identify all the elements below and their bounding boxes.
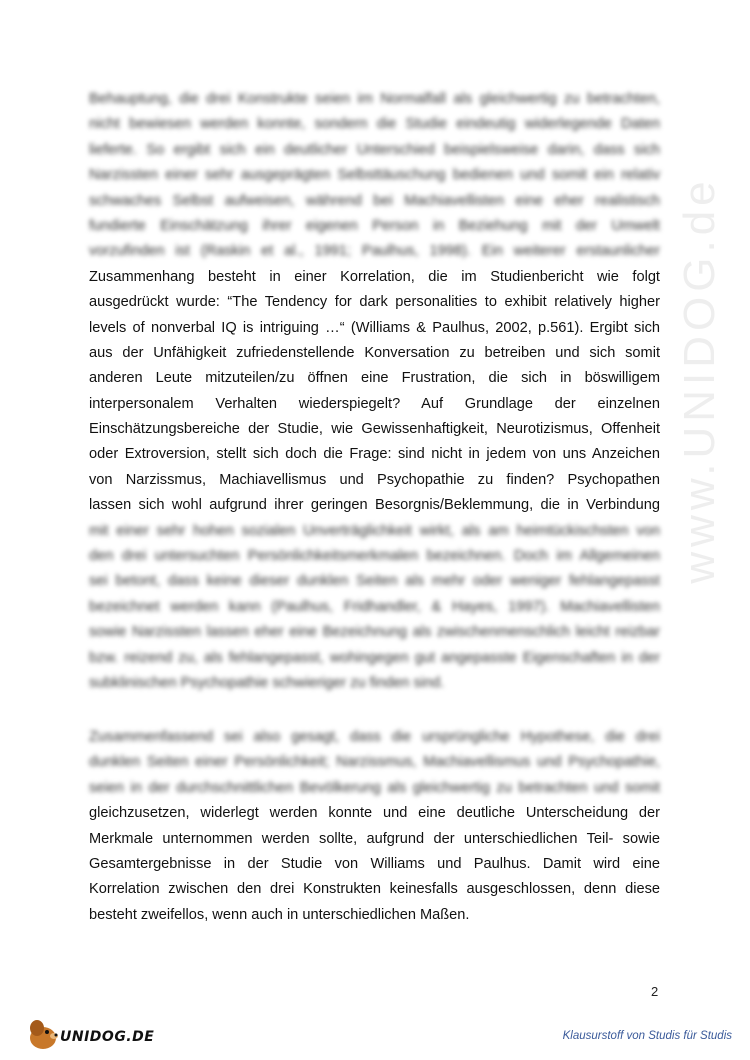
text-line: ausgedrückt wurde: “The Tendency for dark personalities to exhibit relatively higher — [89, 294, 660, 311]
blurred-line: fundierte Einschätzung ihrer eigenen Person in Beziehung mit der Umwelt — [89, 217, 660, 234]
blurred-line: Zusammenfassend sei also gesagt, dass die ursprüngliche Hypothese, die drei — [89, 729, 660, 745]
logo-text: UNIDOG.DE — [60, 1029, 155, 1045]
blurred-line: lieferte. So ergibt sich ein deutlicher Unterschied beispielsweise darin, dass sich — [89, 141, 660, 158]
text-line: aus der Unfähigkeit zufriedenstellende Konversation zu betreiben und sich somit — [89, 344, 660, 361]
blurred-line: sowie Narzissten lassen eher eine Bezeichnung als zwischenmenschlich leicht reizbar — [89, 624, 660, 641]
blurred-line: Narzissten einer sehr ausgeprägten Selbsttäuschung bedienen und somit ein relativ — [89, 167, 660, 184]
page-number: 2 — [651, 984, 659, 999]
text-line: von Narzissmus, Machiavellismus und Psychopathie zu finden? Psychopathen — [89, 471, 660, 488]
watermark: www.UNIDOG.de — [675, 176, 724, 584]
text-line: Korrelation zwischen den drei Konstrukten keinesfalls ausgeschlossen, denn diese — [89, 881, 660, 898]
unidog-logo — [24, 1016, 164, 1052]
blurred-line: vorzufinden ist (Raskin et al., 1991; Paulhus, 1998). Ein weiterer erstaunlicher — [89, 243, 660, 260]
blurred-line: subklinischen Psychopathie schwieriger zu finden sind. — [89, 674, 445, 691]
text-line: Einschätzungsbereiche der Studie, wie Gewissenhaftigkeit, Neurotizismus, Offenheit — [89, 421, 660, 438]
text-line: anderen Leute mitzuteilen/zu öffnen eine Frustration, die sich in böswilligem — [89, 370, 660, 387]
dog-icon — [24, 1016, 62, 1052]
footer-tagline: Klausurstoff von Studis für Studis — [562, 1030, 732, 1042]
text-line: lassen sich wohl aufgrund ihrer geringen Besorgnis/Beklemmung, die in Verbindung — [89, 497, 660, 514]
blurred-line: Behauptung, die drei Konstrukte seien im Normalfall als gleichwertig zu betrachten, — [89, 91, 660, 107]
blurred-line: bzw. reizend zu, als fehlangepasst, wohingegen gut angepasste Eigenschaften in der — [89, 649, 660, 666]
blurred-line: mit einer sehr hohen sozialen Unverträglichkeit wirkt, als am heimtückischsten von — [89, 522, 660, 539]
text-line: besteht zweifellos, wenn auch in unterschiedlichen Maßen. — [89, 906, 470, 923]
text-line: gleichzusetzen, widerlegt werden konnte und eine deutliche Unterscheidung der — [89, 805, 660, 822]
blurred-line: schwaches Selbst aufweisen, während bei Machiavellisten eine eher realistisch — [89, 192, 660, 209]
blurred-line: seien in der durchschnittlichen Bevölkerung als gleichwertig zu betrachten und somit — [89, 779, 660, 796]
blurred-line: den drei untersuchten Persönlichkeitsmerkmalen bezeichnen. Doch im Allgemeinen — [89, 548, 660, 565]
text-line: oder Extroversion, stellt sich doch die Frage: sind nicht in jedem von uns Anzeichen — [89, 446, 660, 463]
blurred-line: nicht bewiesen werden konnte, sondern die Studie eindeutig widerlegende Daten — [89, 116, 660, 133]
text-line: Zusammenhang besteht in einer Korrelation, die im Studienbericht wie folgt — [89, 268, 660, 285]
paragraph-2 — [89, 725, 660, 928]
text-line: Gesamtergebnisse in der Studie von Williams und Paulhus. Damit wird eine — [89, 855, 660, 872]
blurred-line: sei betont, dass keine dieser dunklen Seiten als mehr oder weniger fehlangepasst — [89, 573, 660, 590]
paragraph-1 — [89, 87, 660, 696]
text-line: interpersonalem Verhalten wiederspiegelt? Auf Grundlage der einzelnen — [89, 395, 660, 412]
text-line: Merkmale unternommen werden sollte, aufgrund der unterschiedlichen Teil- sowie — [89, 830, 660, 847]
blurred-line: dunklen Seiten einer Persönlichkeit; Narzissmus, Machiavellismus und Psychopathie, — [89, 754, 660, 771]
text-line: levels of nonverbal IQ is intriguing …“ (Williams & Paulhus, 2002, p.561). Ergibt sich — [89, 319, 660, 336]
blurred-line: bezeichnet werden kann (Paulhus, Fridhandler, & Hayes, 1997). Machiavellisten — [89, 598, 660, 615]
